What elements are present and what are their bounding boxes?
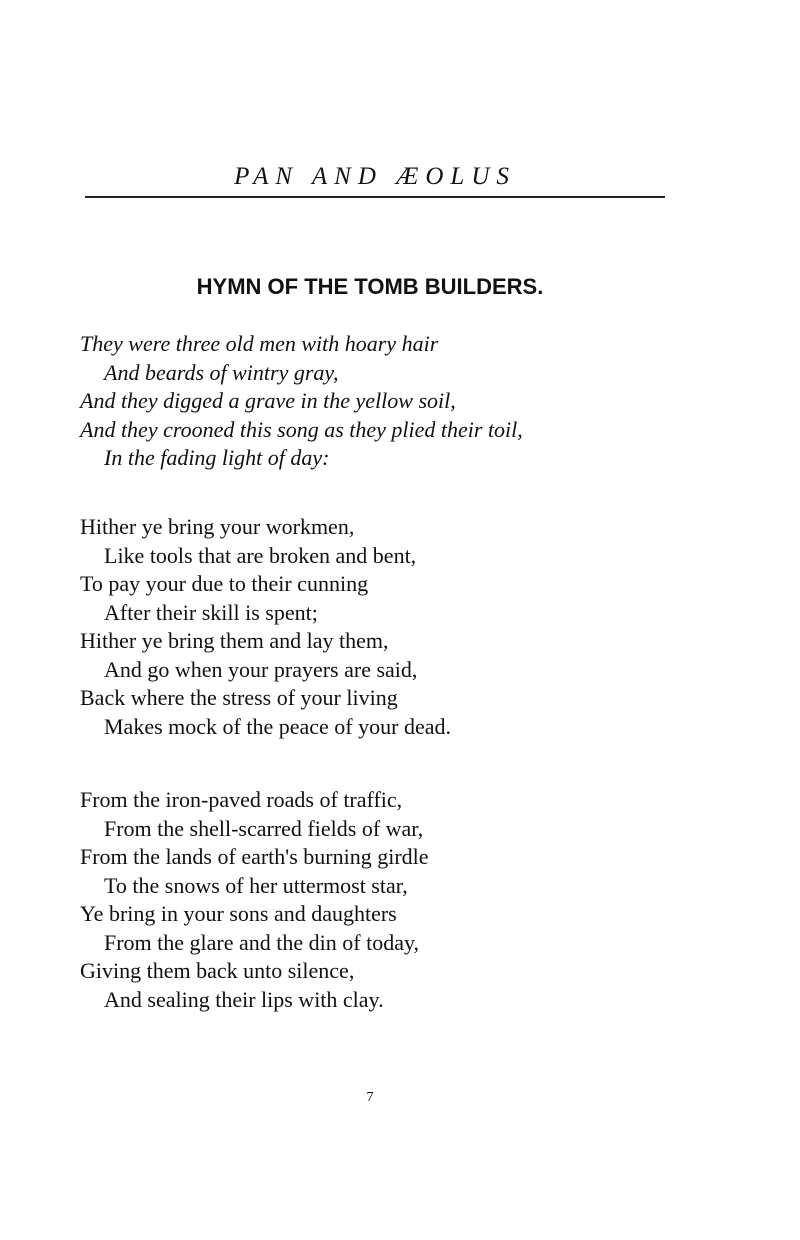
poem-line: Back where the stress of your living — [80, 685, 398, 710]
poem-line: From the glare and the din of today, — [104, 929, 420, 955]
poem-line: And sealing their lips with clay. — [104, 986, 384, 1012]
poem-line: And they digged a grave in the yellow soil, — [80, 388, 456, 413]
poem-line: Makes mock of the peace of your dead. — [104, 713, 451, 739]
poem-line: And they crooned this song as they plied their toil, — [80, 416, 523, 442]
poem-line: And go when your prayers are said, — [104, 656, 418, 682]
poem-line: To pay your due to their cunning — [80, 571, 369, 596]
poem-line: Hither ye bring your workmen, — [80, 514, 355, 539]
poem-line: Like tools that are broken and bent, — [104, 542, 417, 568]
stanza-2 — [80, 513, 720, 741]
header-rule — [85, 196, 665, 198]
poem-line: Ye bring in your sons and daughters — [80, 901, 397, 926]
poem-line: From the iron-paved roads of traffic, — [80, 787, 403, 812]
poem-line: Hither ye bring them and lay them, — [80, 628, 389, 653]
poem-line: To the snows of her uttermost star, — [104, 872, 408, 898]
poem-line: Giving them back unto silence, — [80, 958, 355, 983]
poem-line: In the fading light of day: — [104, 445, 330, 470]
poem-line: They were three old men with hoary hair — [80, 331, 439, 356]
running-head: PAN AND ÆOLUS — [234, 163, 516, 190]
poem-line: And beards of wintry gray, — [104, 359, 339, 385]
poem-title: HYMN OF THE TOMB BUILDERS. — [196, 274, 544, 299]
poem-line: From the lands of earth's burning girdle — [80, 844, 429, 869]
page-number: 7 — [366, 1090, 374, 1105]
stanza-1 — [80, 330, 720, 473]
poem-line: After their skill is spent; — [104, 599, 318, 625]
stanza-3 — [80, 786, 720, 1014]
poem-line: From the shell-scarred fields of war, — [104, 815, 424, 841]
